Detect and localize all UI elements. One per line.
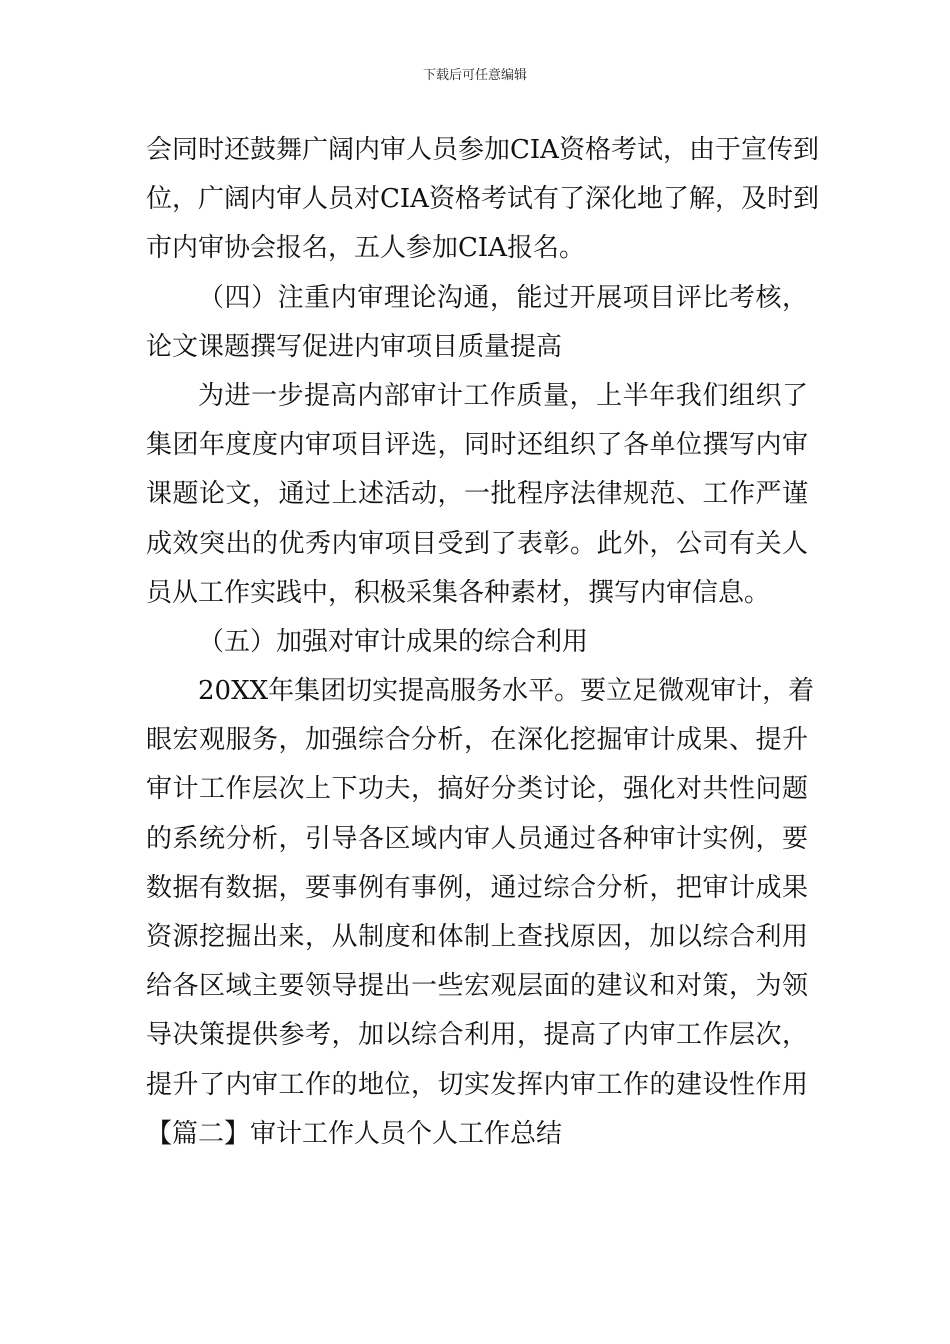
paragraph-line: 会同时还鼓舞广阔内审人员参加CIA资格考试，由于宣传到 (146, 135, 819, 165)
paragraph-line: 眼宏观服务，加强综合分析，在深化挖掘审计成果、提升 (146, 725, 808, 756)
section-heading-line: （四）注重内审理论沟通，能过开展项目评比考核， (198, 282, 808, 313)
paragraph-line: 员从工作实践中，积极采集各种素材，撰写内审信息。 (146, 577, 771, 608)
paragraph-line: 课题论文，通过上述活动，一批程序法律规范、工作严谨 (146, 479, 808, 510)
section-heading-line: 论文课题撰写促进内审项目质量提高 (146, 331, 563, 362)
paragraph-line: 集团年度度内审项目评选，同时还组织了各单位撰写内审 (146, 430, 808, 461)
paragraph-line: 20XX年集团切实提高服务水平。要立足微观审计，着 (198, 676, 815, 707)
paragraph-line: 数据有数据，要事例有事例，通过综合分析，把审计成果 (146, 872, 808, 903)
document-body (146, 126, 819, 1159)
paragraph-line: 位，广阔内审人员对CIA资格考试有了深化地了解，及时到 (146, 184, 819, 215)
paragraph-line: 市内审协会报名，五人参加CIA报名。 (146, 233, 585, 264)
paragraph-line: 给各区域主要领导提出一些宏观层面的建议和对策，为领 (146, 971, 808, 1002)
paragraph-line: 资源挖掘出来，从制度和体制上查找原因，加以综合利用 (146, 922, 808, 952)
paragraph-line: 成效突出的优秀内审项目受到了表彰。此外，公司有关人 (146, 528, 808, 559)
paragraph-line: 导决策提供参考，加以综合利用，提高了内审工作层次， (146, 1020, 808, 1051)
page-header: 下载后可任意编辑 (422, 68, 527, 83)
paragraph-line: 审计工作层次上下功夫，搞好分类讨论，强化对共性问题 (146, 774, 808, 805)
article-title-line: 【篇二】审计工作人员个人工作总结 (146, 1118, 563, 1149)
section-heading-line: （五）加强对审计成果的综合利用 (198, 626, 589, 657)
paragraph-line: 的系统分析，引导各区域内审人员通过各种审计实例，要 (146, 823, 808, 854)
paragraph-line: 为进一步提高内部审计工作质量，上半年我们组织了 (198, 380, 808, 411)
paragraph-line: 提升了内审工作的地位，切实发挥内审工作的建设性作用 (146, 1069, 808, 1100)
